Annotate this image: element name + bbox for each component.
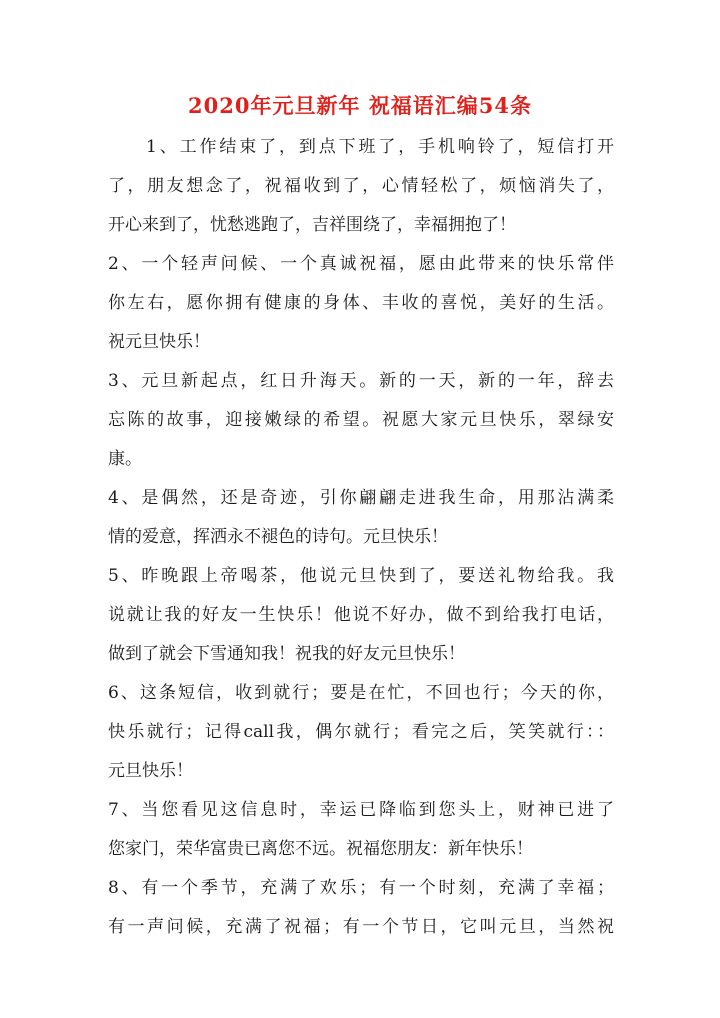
text-line: 开心来到了，忧愁逃跑了，吉祥围绕了，幸福拥抱了！ [108, 215, 516, 235]
text-line: 3、元旦新起点，红日升海天。新的一天，新的一年，辞去 [108, 371, 614, 391]
text-line: 2、一个轻声问候、一个真诚祝福，愿由此带来的快乐常伴 [108, 254, 614, 274]
text-line: 5、昨晚跟上帝喝茶，他说元旦快到了，要送礼物给我。我 [108, 566, 614, 586]
text-line: 你左右，愿你拥有健康的身体、丰收的喜悦，美好的生活。 [108, 293, 614, 313]
text-line: 说就让我的好友一生快乐！他说不好办，做不到给我打电话， [108, 605, 614, 625]
text-line: 忘陈的故事，迎接嫩绿的希望。祝愿大家元旦快乐，翠绿安 [108, 410, 614, 430]
text-line: 7、当您看见这信息时，幸运已降临到您头上，财神已进了 [108, 800, 614, 820]
document-title: 2020年元旦新年 祝福语汇编54条 [188, 93, 532, 118]
document-body [108, 128, 614, 947]
text-line: 您家门，荣华富贵已离您不远。祝福您朋友：新年快乐！ [108, 839, 533, 859]
text-line: 元旦快乐！ [108, 761, 193, 781]
text-line: 情的爱意，挥洒永不褪色的诗句。元旦快乐！ [108, 527, 448, 547]
text-line: 做到了就会下雪通知我！祝我的好友元旦快乐！ [108, 644, 465, 664]
text-line: 快乐就行；记得call我，偶尔就行；看完之后，笑笑就行：： [108, 722, 614, 742]
text-line: 了，朋友想念了，祝福收到了，心情轻松了，烦恼消失了， [108, 176, 614, 196]
text-line: 8、有一个季节，充满了欢乐；有一个时刻，充满了幸福； [108, 878, 614, 898]
text-line: 1、工作结束了，到点下班了，手机响铃了，短信打开 [146, 137, 614, 157]
text-line: 4、是偶然，还是奇迹，引你翩翩走进我生命，用那沾满柔 [108, 488, 614, 508]
text-line: 6、这条短信，收到就行；要是在忙，不回也行；今天的你， [108, 683, 614, 703]
text-line: 有一声问候，充满了祝福；有一个节日，它叫元旦，当然祝 [108, 917, 614, 937]
text-line: 康。 [108, 449, 142, 469]
text-line: 祝元旦快乐！ [108, 332, 210, 352]
